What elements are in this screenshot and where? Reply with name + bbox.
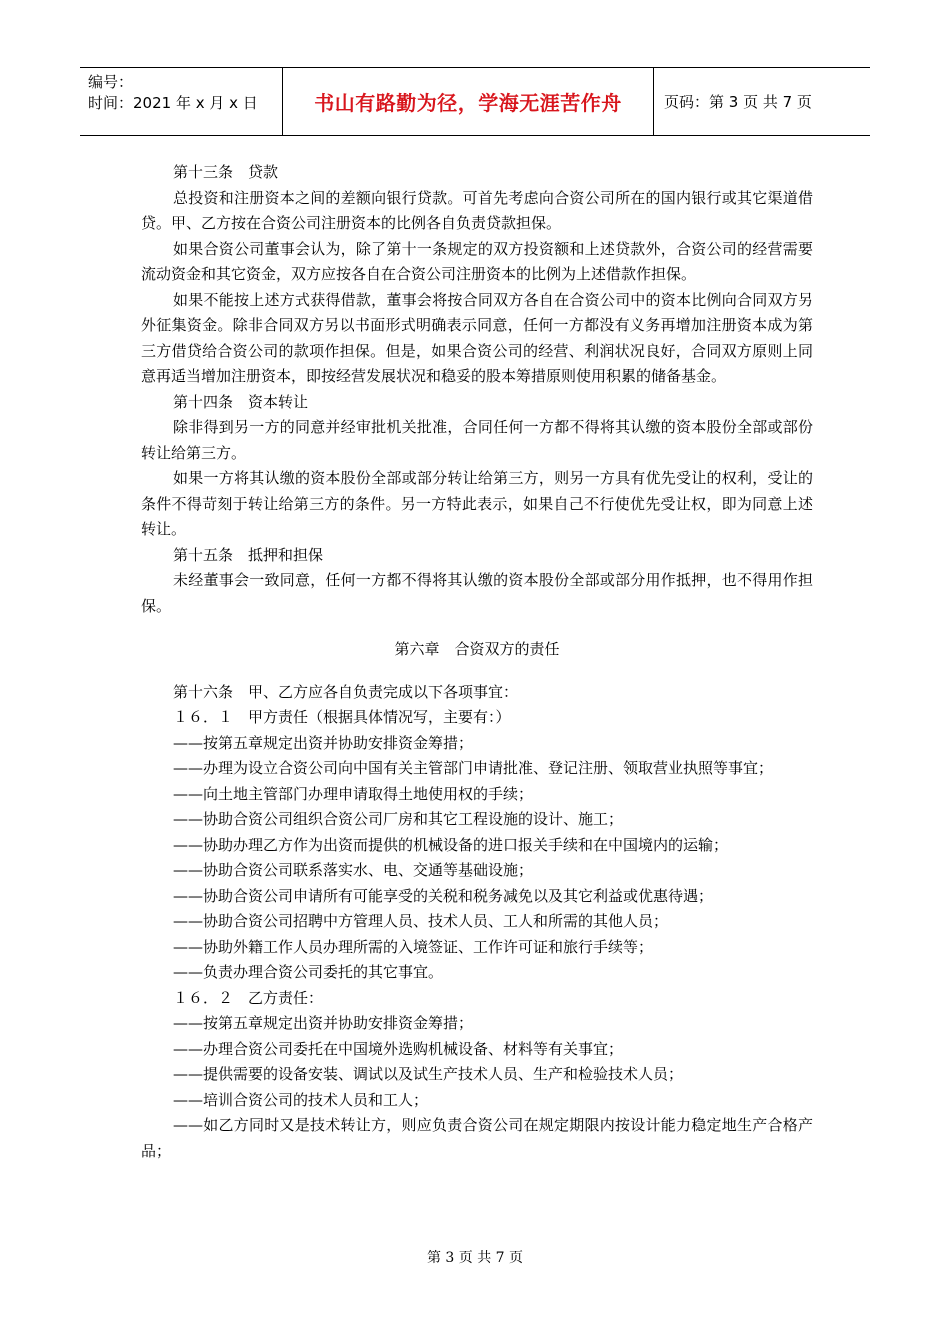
article-14-heading: 第十四条 资本转让 [173,392,309,411]
page-header [80,67,870,136]
clause-16-1-heading: １６．１ 甲方责任（根据具体情况写，主要有：） [173,708,511,726]
paragraph: 如果不能按上述方式获得借款，董事会将按合同双方各自在合资公司中的资本比例向合同双方另外征集资金。除非合同双方另以书面形式明确表示同意，任何一方都没有义务再增加注册资本成为第三方借贷给合资公司的款项作担保。但是，如果合资公司的经营、利润状况良好，合同双方原则上同意再适当增加注册资本，即按经营发展状况和稳妥的股本筹措原则使用积累的储备基金。 [141,290,813,385]
article-15-heading: 第十五条 抵押和担保 [173,545,324,564]
list-item: ——协助外籍工作人员办理所需的入境签证、工作许可证和旅行手续等； [173,937,654,956]
document-body [141,160,813,1164]
document-number-label: 编号： [88,73,134,91]
list-item: ——办理为设立合资公司向中国有关主管部门申请批准、登记注册、领取营业执照等事宜； [173,759,774,777]
chapter-title: 第六章 合资双方的责任 [394,640,560,658]
paragraph: 如果合资公司董事会认为，除了第十一条规定的双方投资额和上述贷款外，合资公司的经营需要流动资金和其它资金，双方应按各自在合资公司注册资本的比例为上述借款作担保。 [141,239,813,283]
paragraph: 未经董事会一致同意，任何一方都不得将其认缴的资本股份全部或部分用作抵押，也不得用作担保。 [141,571,813,615]
paragraph: 除非得到另一方的同意并经审批机关批准，合同任何一方都不得将其认缴的资本股份全部或部份转让给第三方。 [141,418,813,462]
list-item: ——提供需要的设备安装、调试以及试生产技术人员、生产和检验技术人员； [173,1065,684,1083]
article-16-heading: 第十六条 甲、乙方应各自负责完成以下各项事宜： [173,682,519,701]
header-meta [80,68,282,135]
paragraph: 总投资和注册资本之间的差额向银行贷款。可首先考虑向合资公司所在的国内银行或其它渠道借贷。甲、乙方按在合资公司注册资本的比例各自负责贷款担保。 [141,188,813,232]
page-footer: 第 3 页 共 7 页 [426,1250,524,1266]
list-item: ——协助合资公司联系落实水、电、交通等基础设施； [173,861,534,879]
header-page-number: 页码：第 3 页 共 7 页 [664,93,812,111]
list-item: ——如乙方同时又是技术转让方，则应负责合资公司在规定期限内按设计能力稳定地生产合格产品； [141,1116,813,1160]
list-item: ——按第五章规定出资并协助安排资金筹措； [173,1014,474,1032]
list-item: ——协助办理乙方作为出资而提供的机械设备的进口报关手续和在中国境内的运输； [173,835,729,854]
list-item: ——向土地主管部门办理申请取得土地使用权的手续； [173,784,534,803]
list-item: ——协助合资公司招聘中方管理人员、技术人员、工人和所需的其他人员； [173,912,669,930]
header-motto: 书山有路勤为径，学海无涯苦作舟 [282,68,654,135]
list-item: ——协助合资公司申请所有可能享受的关税和税务减免以及其它利益或优惠待遇； [173,886,714,905]
document-date-label: 时间：2021 年 x 月 x 日 [88,94,258,112]
list-item: ——按第五章规定出资并协助安排资金筹措； [173,733,474,752]
list-item: ——培训合资公司的技术人员和工人； [173,1090,429,1109]
paragraph: 如果一方将其认缴的资本股份全部或部分转让给第三方，则另一方具有优先受让的权利，受让的条件不得苛刻于转让给第三方的条件。另一方特此表示，如果自己不行使优先受让权，即为同意上述转让。 [141,469,813,538]
list-item: ——负责办理合资公司委托的其它事宜。 [173,963,444,981]
clause-16-2-heading: １６．２ 乙方责任： [173,988,324,1007]
list-item: ——办理合资公司委托在中国境外选购机械设备、材料等有关事宜； [173,1039,624,1058]
article-13-heading: 第十三条 贷款 [173,163,279,181]
list-item: ——协助合资公司组织合资公司厂房和其它工程设施的设计、施工； [173,810,624,828]
